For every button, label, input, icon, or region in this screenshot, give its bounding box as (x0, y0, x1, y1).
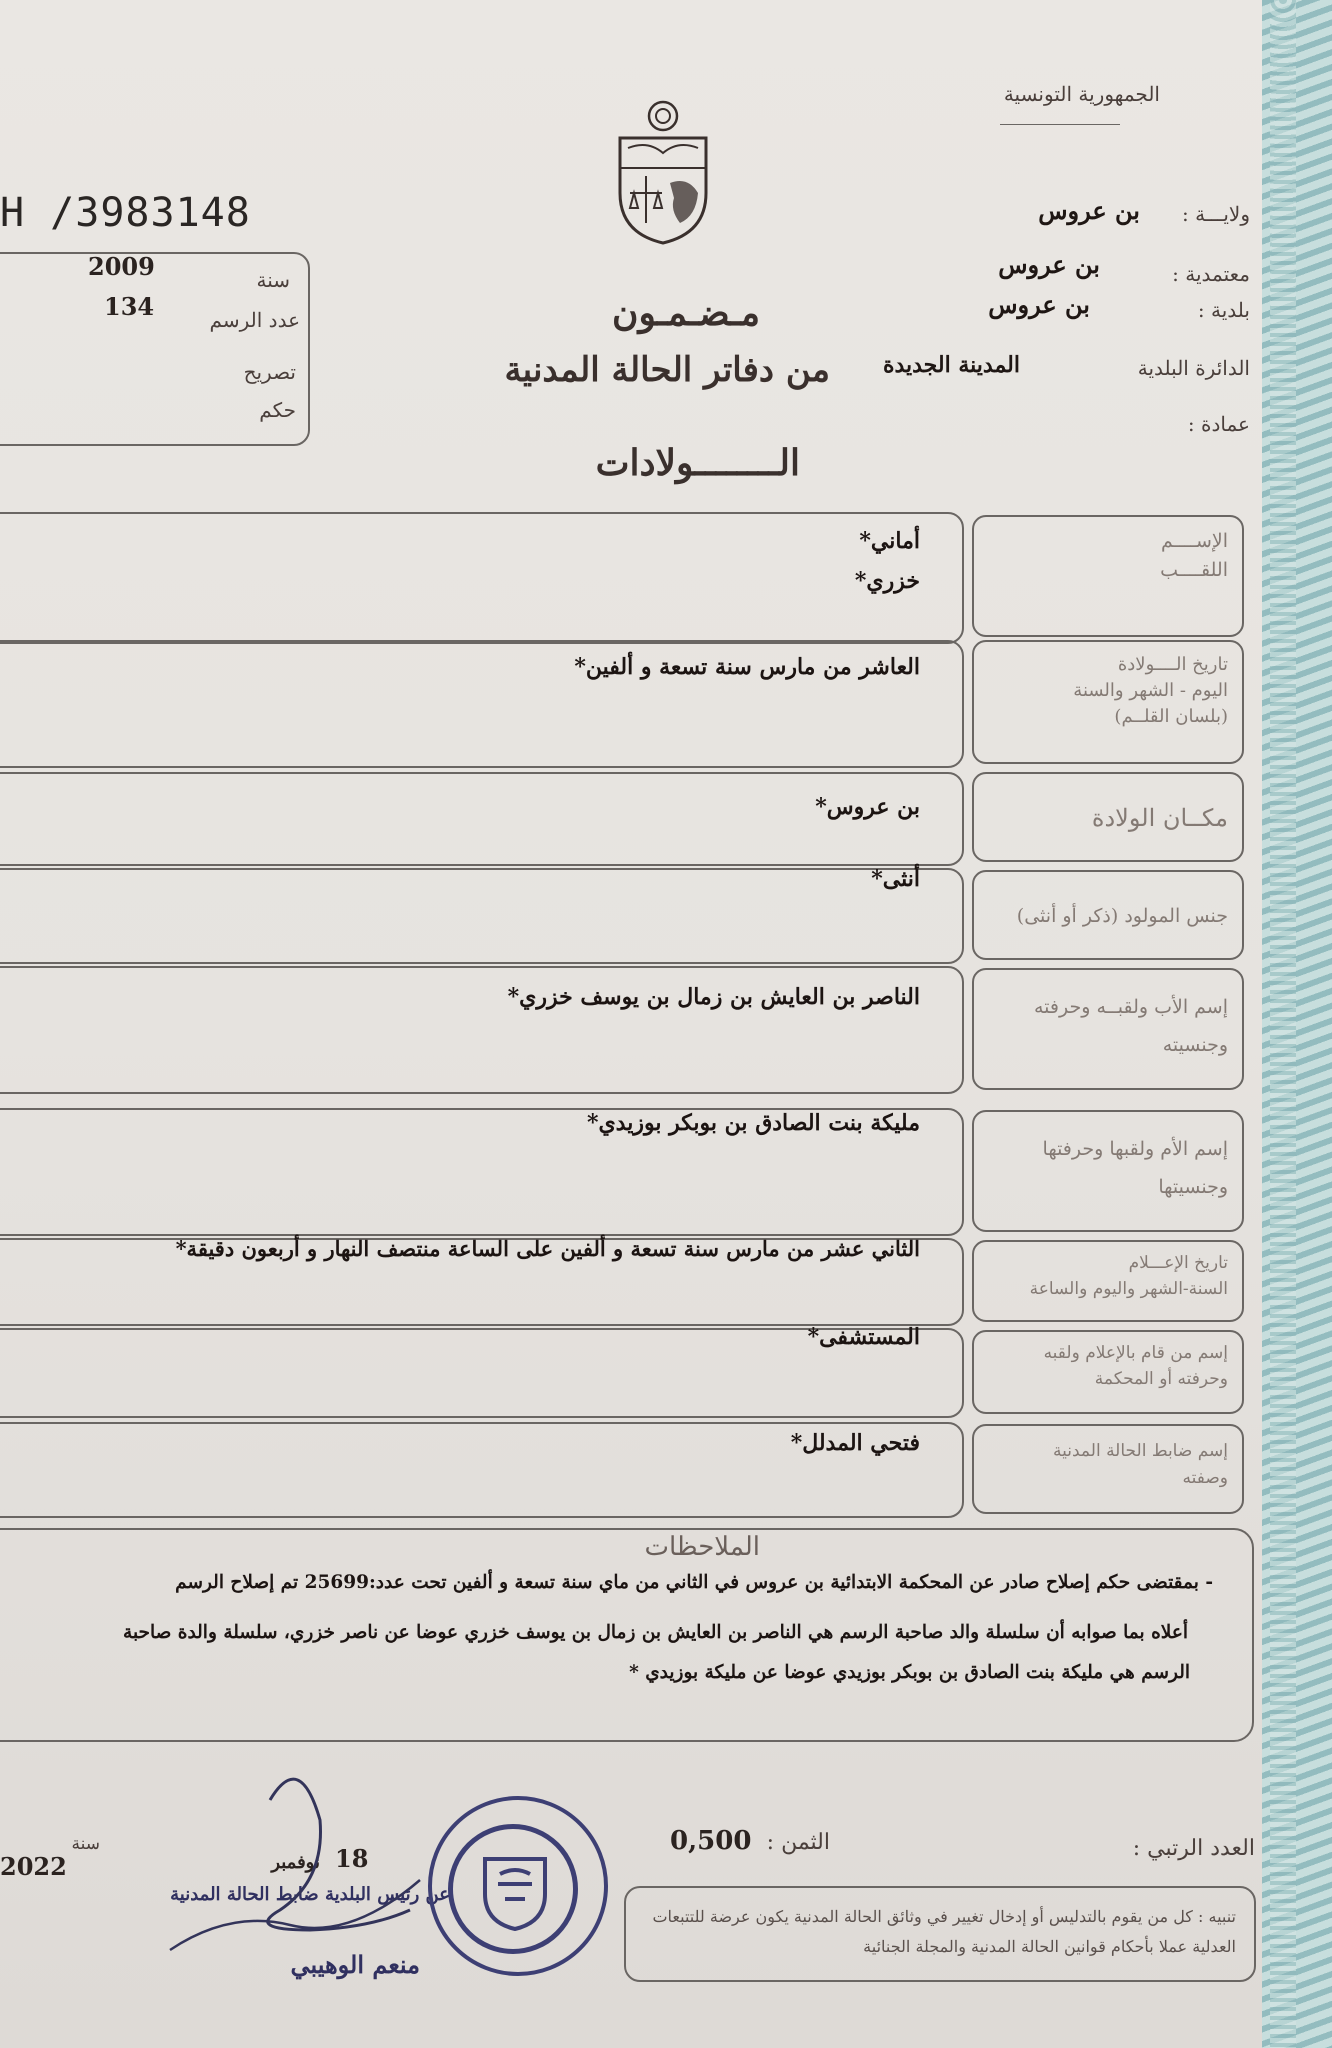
births-title: الــــــــولادات (595, 442, 800, 484)
omada-label: عمادة : (1187, 412, 1250, 436)
field-value-declaration-date: الثاني عشر من مارس سنة تسعة و ألفين على الساعة منتصف النهار و أربعون دقيقة* (175, 1236, 920, 1261)
field-label-declarant: إسم من قام بالإعلام ولقبه وحرفته أو المحكمة (972, 1330, 1244, 1414)
coat-of-arms-icon (608, 98, 718, 248)
judgment-label: حكم (259, 398, 296, 422)
remarks-line-1: - بمقتضى حكم إصلاح صادر عن المحكمة الابتدائية بن عروس في الثاني من ماي سنة تسعة و ألفين تحت عدد:25699 تم إصلاح الرسم (175, 1572, 1213, 1593)
remarks-line-3: الرسم هي مليكة بنت الصادق بن بوبكر بوزيدي عوضا عن مليكة بوزيدي * (629, 1662, 1190, 1683)
registers-title: من دفاتر الحالة المدنية (504, 350, 830, 390)
field-value-gender: أنثى* (871, 866, 920, 892)
field-value-declarant: المستشفى* (807, 1324, 920, 1350)
wilaya-value: بن عروس (1038, 196, 1140, 225)
field-value-name: أماني* خزري* (854, 528, 920, 594)
price-label: الثمن : (766, 1830, 830, 1855)
registry-year-value: 2009 (88, 252, 155, 281)
extract-title: مـضـمـون (612, 292, 760, 334)
registry-number-label: عدد الرسم (209, 308, 300, 332)
signer-title: عن رئيس البلدية ضابط الحالة المدنية (170, 1884, 450, 1905)
daira-value: المدينة الجديدة (882, 352, 1020, 378)
field-label-declaration-date: تاريخ الإعـــلام السنة-الشهر واليوم والساعة (972, 1240, 1244, 1322)
field-value-mother: مليكة بنت الصادق بن بوبكر بوزيدي* (586, 1110, 920, 1136)
remarks-title: الملاحظات (644, 1532, 760, 1562)
remarks-line-2: أعلاه بما صوابه أن سلسلة والد صاحبة الرسم هي الناصر بن العايش بن زمال بن يوسف خزري عوضا عن ناصر خزري، سلسلة والدة صاحبة (123, 1622, 1188, 1643)
issue-year-label: سنة (71, 1834, 100, 1854)
field-label-birth-place: مكــان الولادة (972, 772, 1244, 862)
wilaya-label: ولايـــة : (1181, 202, 1250, 226)
issue-year-value: 2022 (0, 1852, 67, 1881)
motamadia-label: معتمدية : (1172, 262, 1250, 286)
baladia-value: بن عروس (988, 290, 1090, 319)
registry-year-label: سنة (256, 268, 290, 292)
stamp-emblem-icon (470, 1844, 560, 1934)
field-label-birth-date: تاريخ الــــولادة اليوم - الشهر والسنة (بلسان القلــم) (972, 640, 1244, 764)
notice-text: تنبيه : كل من يقوم بالتدليس أو إدخال تغيير في وثائق الحالة المدنية يكون عرضة للتتبعات العدلية عملا بأحكام قوانين الحالة المدنية والمجلة الجنائية (652, 1907, 1236, 1957)
serial-number: H /3983148 (0, 190, 251, 236)
daira-label: الدائرة البلدية (1137, 356, 1250, 380)
field-label-gender: جنس المولود (ذكر أو أنثى) (972, 870, 1244, 960)
field-label-mother: إسم الأم ولقبها وحرفتها وجنسيتها (972, 1110, 1244, 1232)
field-label-name: الإســــم اللقــــب (972, 515, 1244, 637)
ordinal-number-label: العدد الرتبي : (1132, 1836, 1255, 1861)
handwritten-signature (150, 1760, 450, 1960)
issue-month-value: نوفمبر (271, 1852, 320, 1873)
decorative-border (1262, 0, 1332, 2048)
motamadia-value: بن عروس (998, 250, 1100, 279)
field-label-father: إسم الأب ولقبــه وحرفته وجنسيته (972, 968, 1244, 1090)
field-value-birth-place: بن عروس* (815, 794, 920, 820)
republic-underline (1000, 124, 1120, 125)
signer-name: منعم الوهيبي (290, 1950, 420, 1979)
field-value-birth-date: العاشر من مارس سنة تسعة و ألفين* (574, 654, 920, 680)
field-label-officer: إسم ضابط الحالة المدنية وصفته (972, 1424, 1244, 1514)
registry-number-value: 134 (104, 292, 155, 321)
price-value: 0,500 (670, 1826, 752, 1856)
declaration-label: تصريح (243, 360, 296, 384)
field-value-officer: فتحي المدلل* (790, 1430, 920, 1456)
baladia-label: بلدية : (1197, 298, 1250, 322)
republic-heading: الجمهورية التونسية (1003, 82, 1160, 106)
issue-day-value: 18 (335, 1844, 369, 1873)
field-value-father: الناصر بن العايش بن زمال بن يوسف خزري* (507, 984, 920, 1010)
